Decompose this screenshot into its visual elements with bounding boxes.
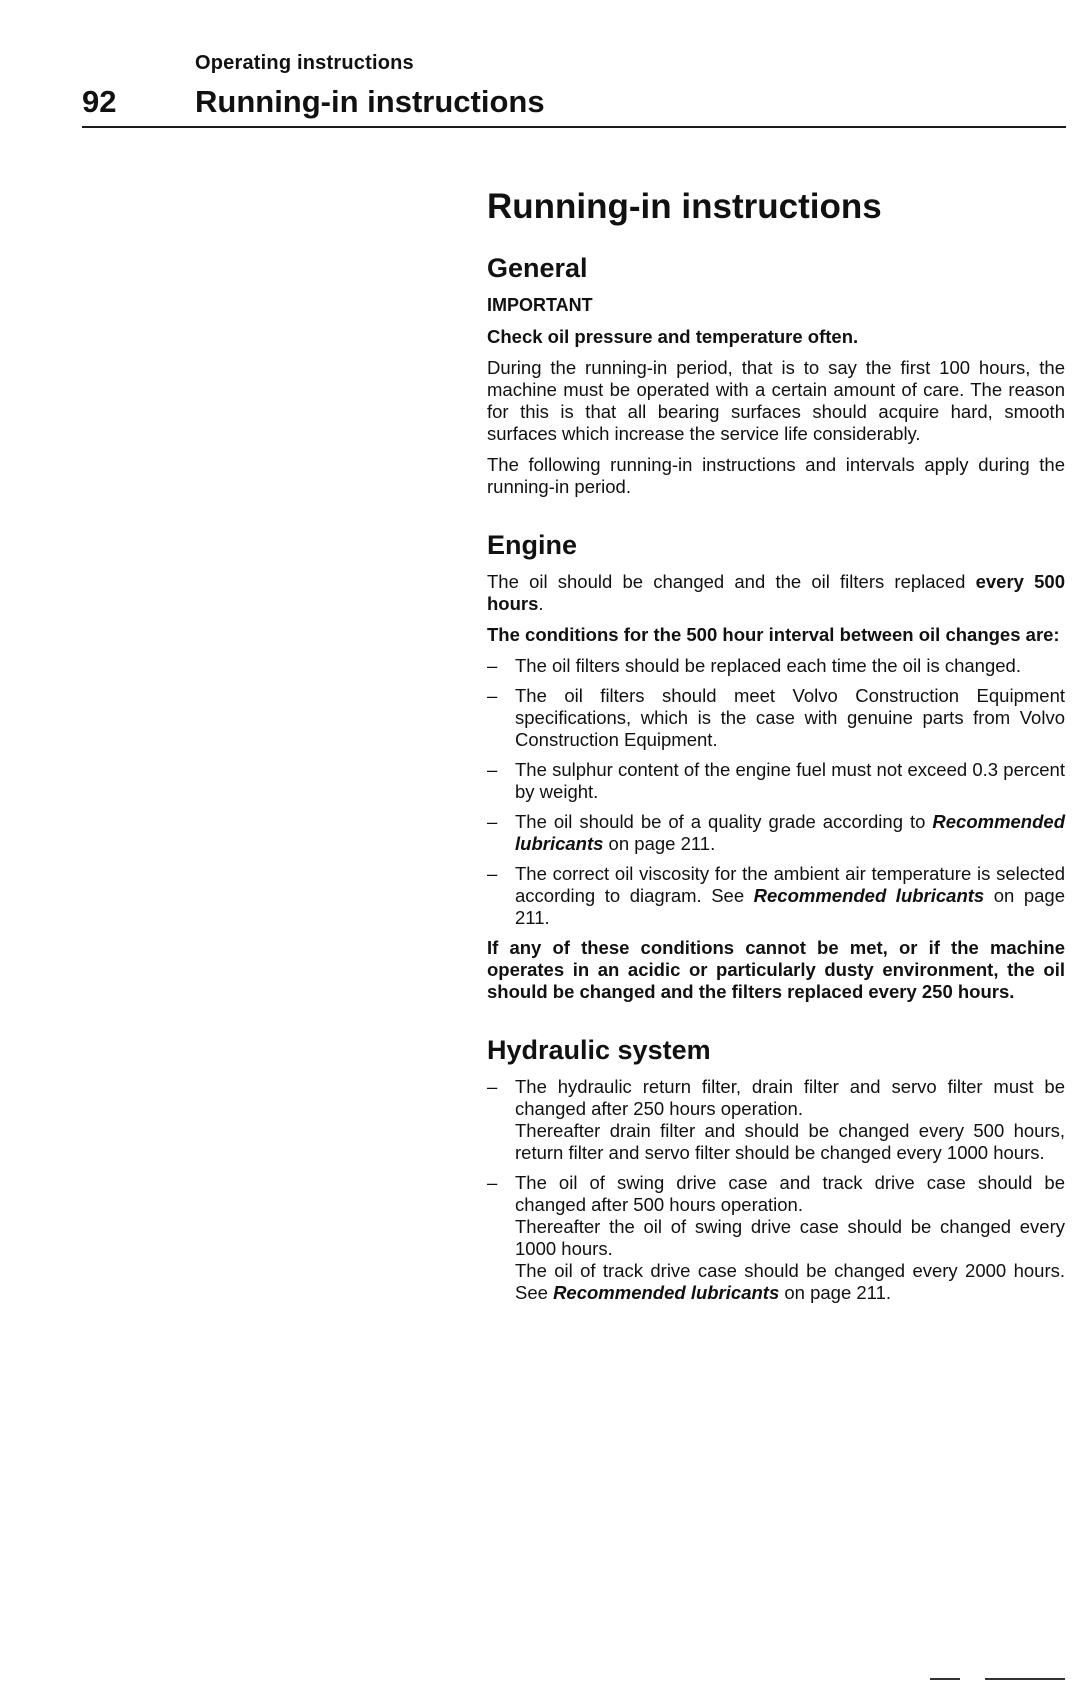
general-paragraph-1: During the running-in period, that is to say the first 100 hours, the machine must be operated with a certain amount of care. The reason for this is that all bearing surfaces should acquire hard, smooth surfaces which increase the service life considerably.	[487, 357, 1065, 444]
list-item-text: Thereafter drain filter and should be changed every 500 hours, return filter and servo filter should be changed every 1000 hours.	[515, 1120, 1065, 1163]
dash-mark: –	[487, 685, 498, 706]
dash-mark: –	[487, 759, 498, 780]
recommended-lubricants-reference: Recommended lubricants	[753, 885, 985, 906]
important-text: Check oil pressure and temperature often.	[487, 326, 859, 347]
list-item	[487, 811, 1065, 855]
list-item-text: The oil filters should meet Volvo Construction Equipment specifications, which is the case with genuine parts from Volvo Construction Equipment.	[515, 685, 1065, 750]
recommended-lubricants-reference: Recommended lubricants	[515, 811, 1065, 854]
dash-mark: –	[487, 655, 498, 676]
list-item	[487, 863, 1065, 929]
dash-mark: –	[487, 863, 498, 884]
list-item-text	[515, 1260, 1065, 1304]
dash-mark: –	[487, 1172, 498, 1193]
content-column	[487, 186, 1065, 1312]
engine-conditions-list	[487, 655, 1065, 929]
list-item	[487, 759, 1065, 803]
dash-mark: –	[487, 811, 498, 832]
engine-conditions: The conditions for the 500 hour interval between oil changes are:	[487, 624, 1060, 645]
list-item-text: The hydraulic return filter, drain filter and servo filter must be changed after 250 hours operation.	[515, 1076, 1065, 1119]
dash-mark: –	[487, 1076, 498, 1097]
header-rule	[82, 126, 1066, 128]
list-item-text: Thereafter the oil of swing drive case should be changed every 1000 hours.	[515, 1216, 1065, 1259]
hydraulic-heading: Hydraulic system	[487, 1035, 711, 1065]
engine-intro	[487, 571, 1065, 615]
header-section-label: Operating instructions	[195, 52, 414, 74]
list-item-text: The oil filters should be replaced each time the oil is changed.	[515, 655, 1021, 676]
list-item	[487, 685, 1065, 751]
list-item-text: on page 211.	[515, 885, 1066, 928]
important-label: IMPORTANT	[487, 295, 593, 315]
list-item-text: The sulphur content of the engine fuel must not exceed 0.3 percent by weight.	[515, 759, 1065, 802]
general-heading: General	[487, 253, 588, 283]
page-number: 92	[82, 84, 117, 119]
recommended-lubricants-reference: Recommended lubricants	[553, 1282, 780, 1303]
engine-intro-text: The oil should be changed and the oil filters replaced	[487, 571, 976, 592]
list-item	[487, 1172, 1065, 1304]
general-paragraph-2: The following running-in instructions and intervals apply during the running-in period.	[487, 454, 1065, 497]
engine-heading: Engine	[487, 530, 578, 560]
list-item-text: on page 211.	[603, 833, 716, 854]
engine-intro-end: .	[538, 593, 544, 614]
list-item-text: on page 211.	[779, 1282, 892, 1303]
list-item-text: The oil should be of a quality grade according to	[515, 811, 933, 832]
page-title: Running-in instructions	[487, 187, 882, 226]
engine-warning: If any of these conditions cannot be met, or if the machine operates in an acidic or particularly dusty environment, the oil should be changed and the filters replaced every 250 hours.	[487, 937, 1065, 1002]
header-title: Running-in instructions	[195, 84, 545, 119]
engine-intro-bold: every 500 hours	[487, 571, 1065, 614]
footer-mark	[985, 1678, 1065, 1680]
list-item	[487, 1076, 1065, 1164]
footer-mark	[930, 1678, 960, 1680]
list-item	[487, 655, 1065, 677]
list-item-text: The oil of track drive case should be changed every 2000 hours. See	[515, 1260, 1065, 1303]
list-item-text: The correct oil viscosity for the ambient air temperature is selected according to diagram. See	[515, 863, 1065, 906]
hydraulic-list	[487, 1076, 1065, 1304]
list-item-text: The oil of swing drive case and track drive case should be changed after 500 hours operation.	[515, 1172, 1065, 1215]
